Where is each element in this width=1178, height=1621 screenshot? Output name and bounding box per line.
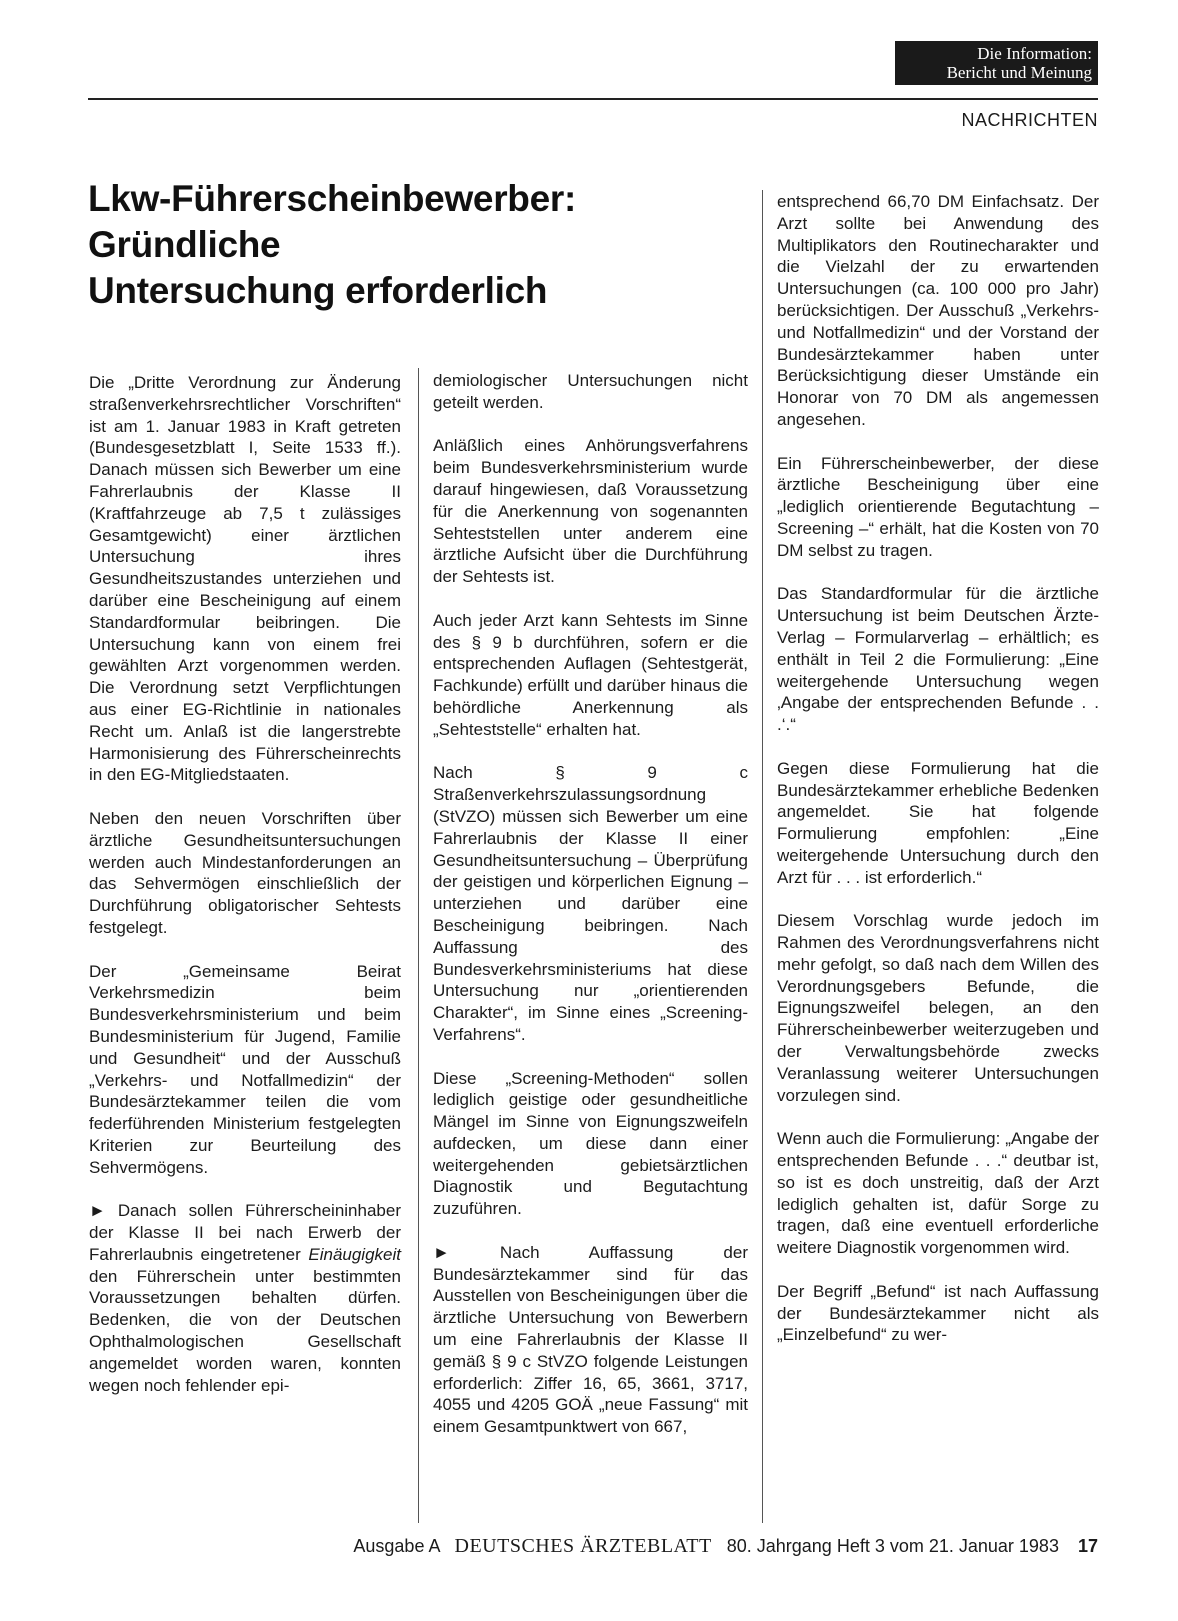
paragraph: Diesem Vorschlag wurde jedoch im Rahmen des Verordnungsverfahrens nicht mehr gefolgt, so daß nach dem Willen des Verordnungsgebers Befunde, die Eignungszweifel belegen, an den Führerscheinbewerber weiterzugeben und der Verwaltungsbehörde zwecks Veranlassung weiterer Untersuchungen vorzulegen sind. [777, 911, 1099, 1105]
paragraph: Diese „Screening-Methoden“ sollen lediglich geistige oder gesundheitliche Mängel im Sinne von Eignungszweifeln aufdecken, um diese dann einer weitergehenden gebietsärztlichen Diagnostik und Begutachtung zuzuführen. [433, 1068, 748, 1219]
paragraph: Auch jeder Arzt kann Sehtests im Sinne des § 9 b durchführen, sofern er die entsprechenden Auflagen (Sehtestgerät, Fachkunde) erfüllt und darüber hinaus die behördliche Anerkennung als „Sehteststelle“ erhalten hat. [433, 610, 748, 739]
page-footer [0, 1535, 1098, 1558]
rubric-badge [895, 41, 1098, 85]
headline-line-3: Untersuchung erforderlich [88, 270, 548, 311]
edition-label: Ausgabe A [353, 1536, 440, 1556]
paragraph-text: ► Danach sollen Führerscheininhaber der Klasse II bei nach Erwerb der Fahrerlaubnis eingetretener [89, 1201, 401, 1264]
paragraph: demiologischer Untersuchungen nicht geteilt werden. [433, 371, 748, 412]
paragraph: Der Begriff „Befund“ ist nach Auffassung der Bundesärztekammer nicht als „Einzelbefund“ zu wer- [777, 1281, 1099, 1345]
article-headline [88, 176, 728, 314]
article-column-1 [89, 372, 401, 1396]
headline-line-1: Lkw-Führerscheinbewerber: [88, 178, 577, 219]
paragraph: Neben den neuen Vorschriften über ärztliche Gesundheitsuntersuchungen werden auch Mindestanforderungen an das Sehvermögen einschließlich der Durchführung obligatorischer Sehtests festgelegt. [89, 808, 401, 937]
emphasis-term: Einäugigkeit [308, 1244, 401, 1264]
article-column-2 [433, 370, 748, 1438]
section-label: NACHRICHTEN [961, 110, 1098, 130]
paragraph: Der „Gemeinsame Beirat Verkehrsmedizin beim Bundesverkehrsministerium und beim Bundesministerium für Jugend, Familie und Gesundheit“ und der Ausschuß „Verkehrs- und Notfallmedizin“ der Bundesärztekammer teilen die vom federführenden Ministerium festgelegten Kriterien zur Beurteilung des Sehvermögens. [89, 961, 401, 1177]
paragraph: Anläßlich eines Anhörungsverfahrens beim Bundesverkehrsministerium wurde darauf hingewiesen, daß Voraussetzung für die Anerkennung von sogenannten Sehteststellen unter anderem eine ärztliche Aufsicht über die Durchführung der Sehtests ist. [433, 436, 748, 587]
magazine-name: DEUTSCHES ÄRZTEBLATT [454, 1535, 712, 1557]
paragraph: entsprechend 66,70 DM Einfachsatz. Der Arzt sollte bei Anwendung des Multiplikators den Routinecharakter und die Vielzahl der zu erwartenden Untersuchungen (ca. 100 000 pro Jahr) berücksichtigen. Der Ausschuß „Verkehrs- und Notfallmedizin“ und der Vorstand der Bundesärztekammer haben unter Berücksichtigung dieser Umstände ein Honorar von 70 DM als angemessen angesehen. [777, 192, 1099, 429]
paragraph: Das Standardformular für die ärztliche Untersuchung ist beim Deutschen Ärzte-Verlag – Formularverlag – erhältlich; es enthält in Teil 2 die Formulierung: „Eine weitergehende Untersuchung wegen ‚Angabe der entsprechenden Befunde . . .‘.“ [777, 584, 1099, 735]
paragraph: Gegen diese Formulierung hat die Bundesärztekammer erhebliche Bedenken angemeldet. Sie hat folgende Formulierung empfohlen: „Eine weitergehende Untersuchung durch den Arzt für . . . ist erforderlich.“ [777, 758, 1099, 887]
paragraph: Die „Dritte Verordnung zur Änderung straßenverkehrsrechtlicher Vorschriften“ ist am 1. Januar 1983 in Kraft getreten (Bundesgesetzblatt I, Seite 1533 ff.). Danach müssen sich Bewerber um eine Fahrerlaubnis der Klasse II (Kraftfahrzeuge ab 7,5 t zulässiges Gesamtgewicht) einer ärztlichen Untersuchung ihres Gesundheitszustandes unterziehen und darüber eine Bescheinigung auf einem Standardformular beibringen. Die Untersuchung kann von einem frei gewählten Arzt vorgenommen werden. Die Verordnung setzt Verpflichtungen aus einer EG-Richtlinie in nationales Recht um. Anlaß ist die langerstrebte Harmonisierung des Führerscheinrechts in den EG-Mitgliedstaaten. [89, 373, 401, 785]
paragraph [89, 1200, 401, 1396]
rubric-line-1: Die Information: [977, 44, 1092, 63]
column-divider-2 [762, 190, 763, 1523]
paragraph: Nach § 9 c Straßenverkehrszulassungsordnung (StVZO) müssen sich Bewerber um eine Fahrerlaubnis der Klasse II einer Gesundheitsuntersuchung – Überprüfung der geistigen und körperlichen Eignung – unterziehen und darüber eine Bescheinigung beibringen. Nach Auffassung des Bundesverkehrsministeriums hat diese Untersuchung nur „orientierenden Charakter“, im Sinne eines „Screening-Verfahrens“. [433, 763, 748, 1044]
headline-line-2: Gründliche [88, 224, 281, 265]
paragraph-text: den Führerschein unter bestimmten Voraussetzungen behalten dürfen. Bedenken, die von der Deutschen Ophthalmologischen Gesellschaft angemeldet worden waren, konnten wegen noch fehlender epi- [89, 1266, 401, 1395]
header-rule [88, 98, 1098, 100]
paragraph: Wenn auch die Formulierung: „Angabe der entsprechenden Befunde . . .“ deutbar ist, so ist es doch unstreitig, daß der Arzt lediglich gehalten ist, dafür Sorge zu tragen, daß eine eventuell erforderliche weitere Diagnostik vorgenommen wird. [777, 1129, 1099, 1258]
paragraph: ► Nach Auffassung der Bundesärztekammer sind für das Ausstellen von Bescheinigungen über die ärztliche Untersuchung von Bewerbern um eine Fahrerlaubnis der Klasse II gemäß § 9 c StVZO folgende Leistungen erforderlich: Ziffer 16, 65, 3661, 3717, 4055 und 4205 GOÄ „neue Fassung“ mit einem Gesamtpunktwert von 667, [433, 1242, 748, 1437]
article-column-3 [777, 191, 1099, 1346]
rubric-line-2: Bericht und Meinung [946, 63, 1092, 82]
page-number: 17 [1077, 1536, 1098, 1556]
paragraph: Ein Führerscheinbewerber, der diese ärztliche Bescheinigung über eine „lediglich orientierende Begutachtung – Screening –“ erhält, hat die Kosten von 70 DM selbst zu tragen. [777, 453, 1099, 560]
issue-info: 80. Jahrgang Heft 3 vom 21. Januar 1983 [726, 1536, 1059, 1556]
column-divider-1 [418, 368, 419, 1523]
